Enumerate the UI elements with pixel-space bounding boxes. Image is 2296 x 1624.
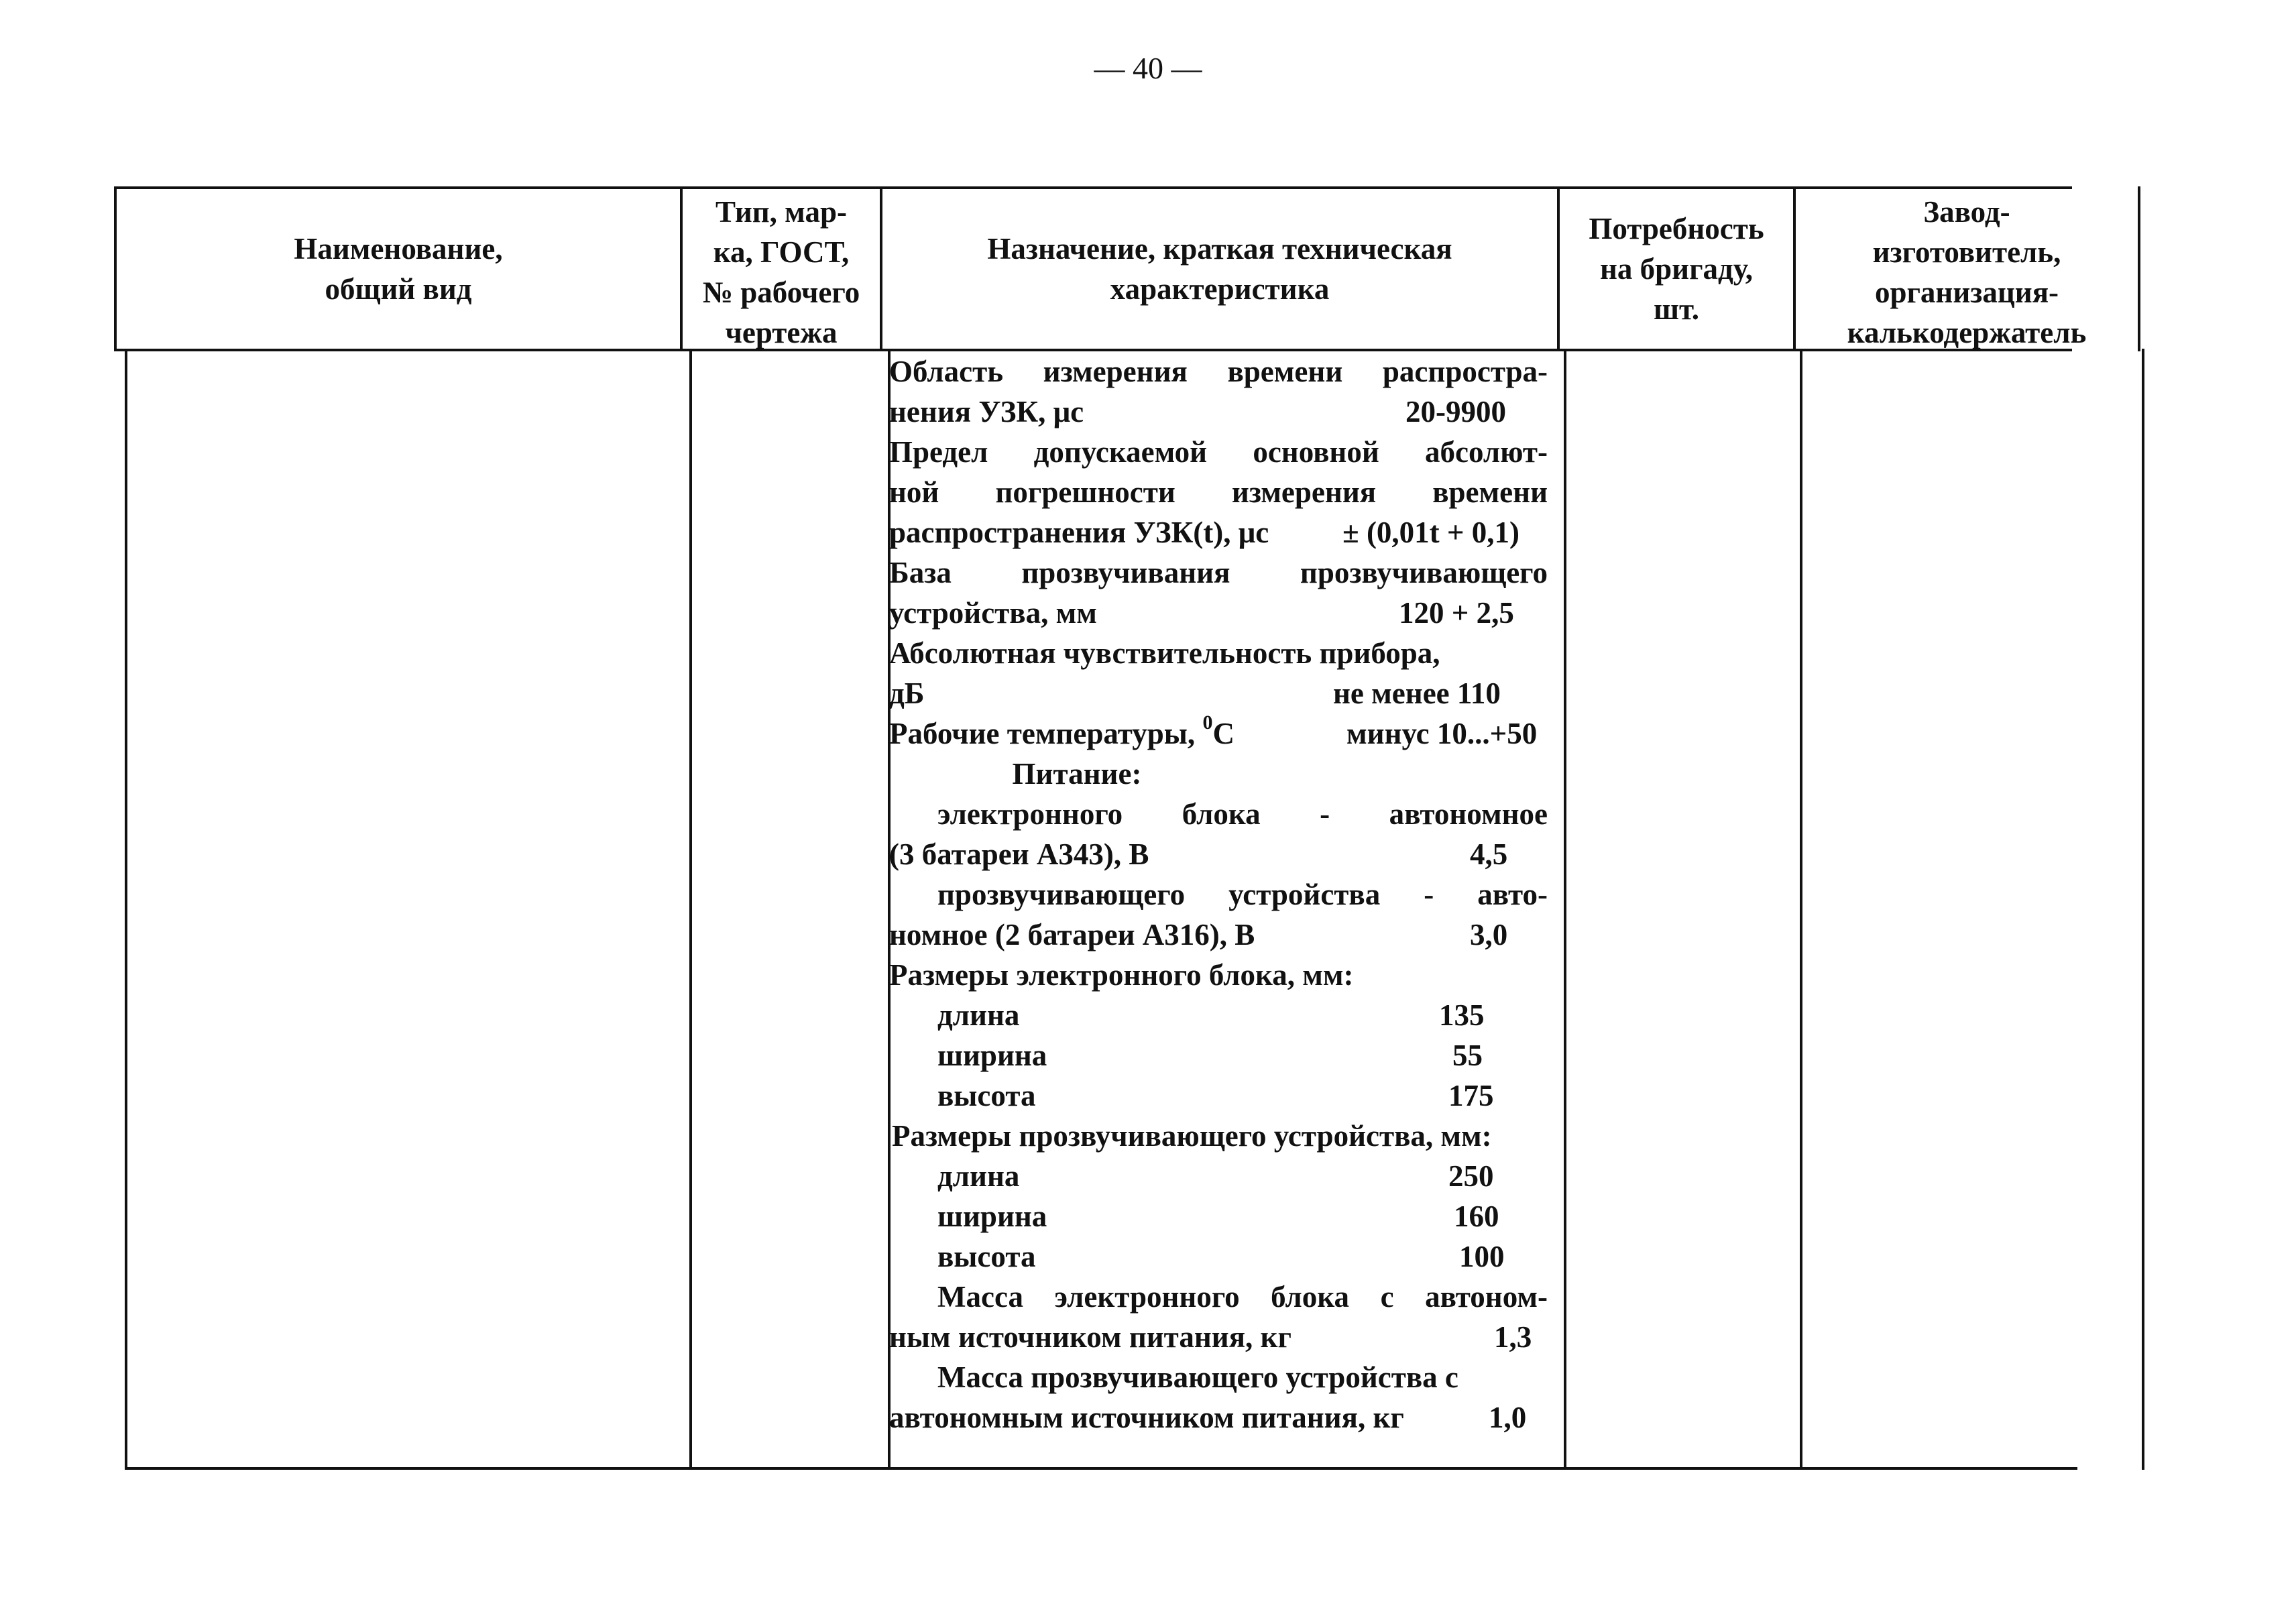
spec-label: дБ [889,677,925,710]
header-manufacturer [1796,189,2138,351]
spec-line [889,874,1548,915]
header-purpose [882,189,1557,349]
spec-value: 250 [1448,1159,1494,1193]
spec-value: 100 [1459,1240,1505,1273]
spec-label: Область измерения времени распростра- [889,355,1548,388]
header-name-line: общий вид [325,272,472,306]
body-border-6 [2142,349,2144,1470]
header-quantity-line: на бригаду, [1599,252,1754,286]
spec-value: не менее 110 [1333,677,1501,710]
spec-value: 55 [1452,1039,1483,1072]
spec-label: нения УЗК, μс [889,395,1084,428]
spec-label: устройства, мм [889,596,1097,630]
header-manufacturer-line: Завод- [1923,195,2010,229]
spec-line [889,1116,1548,1156]
spec-value: 135 [1439,998,1485,1032]
degree-sup: 0 [1202,711,1213,734]
page-number: — 40 — [1094,51,1202,85]
spec-line [889,432,1548,472]
spec-label: автономным источником питания, кг [889,1401,1404,1434]
header-name [117,189,680,349]
header-purpose-line: характеристика [1110,272,1330,306]
header-quantity-line: шт. [1654,292,1699,326]
spec-line [889,633,1548,673]
spec-line [889,512,1548,553]
spec-label: ширина [937,1200,1047,1233]
spec-label-text: Рабочие температуры, [889,717,1203,750]
spec-label: (3 батареи А343), В [889,837,1149,871]
spec-value: 4,5 [1470,837,1508,871]
spec-line [889,995,1548,1035]
spec-value: 1,3 [1494,1320,1532,1354]
header-name-line: Наименование, [294,232,503,266]
spec-line [889,1156,1548,1196]
header-type-line: Тип, мар- [715,195,848,229]
spec-label: длина [937,1159,1020,1193]
spec-line [889,1317,1548,1357]
spec-label: Размеры прозвучивающего устройства, мм: [892,1119,1492,1153]
spec-label: Масса прозвучивающего устройства с [937,1360,1458,1394]
header-type [683,189,880,351]
spec-line [889,472,1548,512]
spec-label: электронного блока - автономное [937,797,1548,831]
spec-line [889,553,1548,593]
spec-label: ной погрешности измерения времени [889,475,1548,509]
spec-value: 160 [1454,1200,1499,1233]
body-border-4 [1564,349,1566,1470]
spec-label: высота [937,1079,1036,1112]
body-border-5 [1800,349,1802,1470]
body-border-2 [689,349,692,1470]
spec-label: Размеры электронного блока, мм: [889,958,1354,992]
spec-label: прозвучивающего устройства - авто- [937,878,1548,911]
spec-label: ширина [937,1039,1047,1072]
spec-line [889,915,1548,955]
spec-line [889,1196,1548,1236]
spec-label: Масса электронного блока с автоном- [937,1280,1548,1314]
header-border-6 [2138,186,2140,351]
header-quantity [1560,189,1793,349]
spec-line [889,834,1548,874]
spec-line [889,754,1548,794]
spec-label: ным источником питания, кг [889,1320,1292,1354]
spec-label: Абсолютная чувствительность прибора, [889,636,1440,670]
spec-label: База прозвучивания прозвучивающего [889,556,1548,589]
spec-line [889,1076,1548,1116]
header-purpose-line: Назначение, краткая техническая [987,232,1452,266]
spec-line [889,1397,1548,1438]
spec-line [889,351,1548,392]
spec-label: Питание: [1012,757,1142,791]
header-manufacturer-line: организация- [1874,276,2059,309]
spec-label [889,713,1235,754]
spec-value: 20-9900 [1405,395,1506,428]
spec-value: 3,0 [1470,918,1508,951]
spec-value: 1,0 [1489,1401,1527,1434]
spec-label-unit: С [1212,717,1235,750]
header-manufacturer-line: изготовитель, [1872,235,2061,269]
spec-label: Предел допускаемой основной абсолют- [889,435,1548,469]
body-border-1 [125,349,127,1470]
spec-line [889,1035,1548,1076]
spec-value: минус 10...+50 [1346,717,1538,750]
spec-line [889,1277,1548,1317]
header-quantity-line: Потребность [1589,212,1764,245]
spec-line [889,392,1548,432]
spec-label: распространения УЗК(t), μс [889,516,1269,549]
header-type-line: чертежа [725,316,838,349]
spec-value: 120 + 2,5 [1399,596,1514,630]
spec-line [889,713,1548,754]
spec-value: 175 [1448,1079,1494,1112]
header-manufacturer-line: калькодержатель [1847,316,2087,349]
spec-line [889,1357,1548,1397]
spec-line [889,673,1548,713]
spec-label: номное (2 батареи А316), В [889,918,1255,951]
spec-value: ± (0,01t + 0,1) [1342,516,1520,549]
spec-line [889,593,1548,633]
spec-line [889,794,1548,834]
spec-line [889,1236,1548,1277]
spec-label: длина [937,998,1020,1032]
spec-line [889,955,1548,995]
header-type-line: № рабочего [702,276,860,309]
table-bottom-border [125,1467,2077,1470]
header-type-line: ка, ГОСТ, [713,235,850,269]
spec-label: высота [937,1240,1036,1273]
